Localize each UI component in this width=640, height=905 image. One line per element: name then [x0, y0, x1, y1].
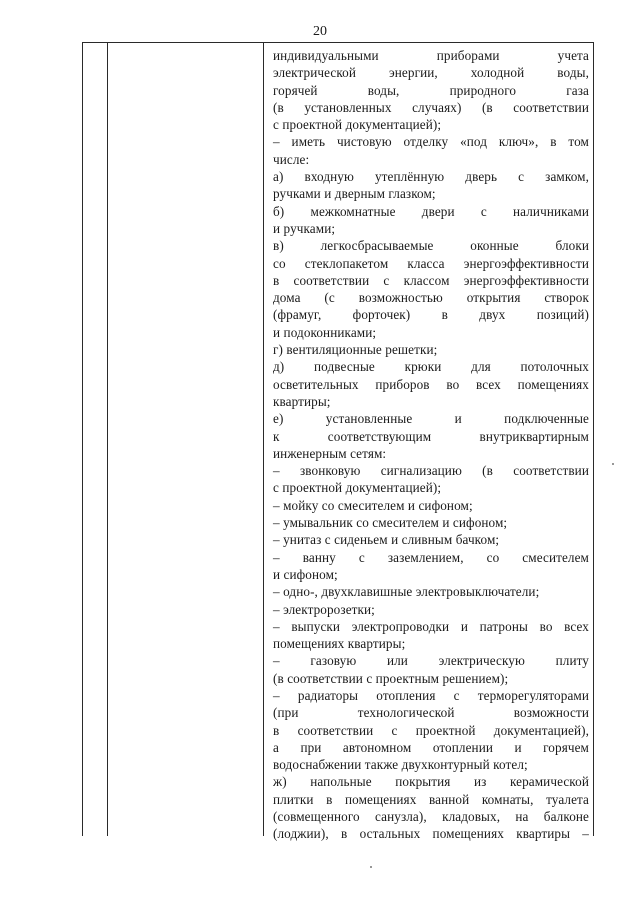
text-line: (при технологической возможности: [273, 705, 589, 721]
text-line: – электророзетки;: [273, 601, 375, 617]
text-line: плитки в помещениях ванной комнаты, туалета: [273, 791, 589, 807]
text-line: и подоконниками;: [273, 324, 377, 340]
text-line: инженерным сетям:: [273, 445, 387, 461]
text-line: а при автономном отоплении и горячем: [273, 739, 589, 755]
page-number: 20: [313, 24, 327, 39]
column-divider: [107, 43, 108, 836]
text-line: в соответствии с классом энергоэффективности: [273, 272, 589, 288]
text-line: водоснабжении также двухконтурный котел;: [273, 757, 528, 773]
text-line: индивидуальными приборами учета: [273, 48, 589, 63]
requirements-text-cell: [273, 47, 589, 843]
text-line: – ванну с заземлением, со смесителем: [273, 549, 589, 565]
text-line: квартиры;: [273, 393, 331, 409]
text-line: к соответствующим внутриквартирным: [273, 428, 589, 444]
document-table: [82, 42, 594, 842]
text-line: – газовую или электрическую плиту: [273, 653, 589, 669]
text-line: и сифоном;: [273, 566, 338, 582]
text-line: в) легкосбрасываемые оконные блоки: [273, 238, 589, 254]
text-line: г) вентиляционные решетки;: [273, 342, 438, 358]
text-line: – мойку со смесителем и сифоном;: [273, 497, 473, 513]
text-line: (в установленных случаях) (в соответствии: [273, 99, 589, 115]
text-line: и ручками;: [273, 220, 336, 236]
text-line: горячей воды, природного газа: [273, 82, 589, 98]
text-line: с проектной документацией);: [273, 117, 442, 133]
text-line: ручками и дверным глазком;: [273, 186, 436, 202]
text-line: числе:: [273, 151, 310, 167]
text-line: с проектной документацией);: [273, 480, 442, 496]
text-line: – звонковую сигнализацию (в соответствии: [273, 463, 589, 479]
text-line: б) межкомнатные двери с наличниками: [273, 203, 589, 219]
scan-speck: [370, 866, 372, 868]
text-line: е) установленные и подключенные: [273, 411, 589, 427]
text-line: – одно-, двухклавишные электровыключатели;: [273, 584, 540, 600]
text-line: (фрамуг, форточек) в двух позиций): [273, 307, 589, 323]
text-line: а) входную утеплённую дверь с замком,: [273, 169, 589, 185]
scan-speck: [612, 463, 614, 465]
text-line: (совмещенного санузла), кладовых, на балконе: [273, 809, 589, 825]
text-line: осветительных приборов во всех помещениях: [273, 376, 589, 392]
text-line: д) подвесные крюки для потолочных: [273, 359, 589, 375]
text-line: помещениях квартиры;: [273, 636, 406, 652]
column-divider: [263, 43, 264, 836]
text-line: дома (с возможностью открытия створок: [273, 290, 589, 306]
text-line: (в соответствии с проектным решением);: [273, 670, 509, 686]
text-line: – выпуски электропроводки и патроны во всех: [273, 618, 589, 634]
text-line: (лоджии), в остальных помещениях квартиры –: [273, 826, 589, 842]
text-line: ж) напольные покрытия из керамической: [273, 774, 589, 790]
text-line: – радиаторы отопления с терморегуляторами: [273, 687, 589, 703]
text-line: в соответствии с проектной документацией),: [273, 722, 589, 738]
text-line: со стеклопакетом класса энергоэффективности: [273, 255, 589, 271]
text-line: электрической энергии, холодной воды,: [273, 65, 589, 81]
text-line: – умывальник со смесителем и сифоном;: [273, 515, 508, 531]
text-line: – унитаз с сиденьем и сливным бачком;: [273, 532, 500, 548]
text-line: – иметь чистовую отделку «под ключ», в том: [273, 134, 589, 150]
